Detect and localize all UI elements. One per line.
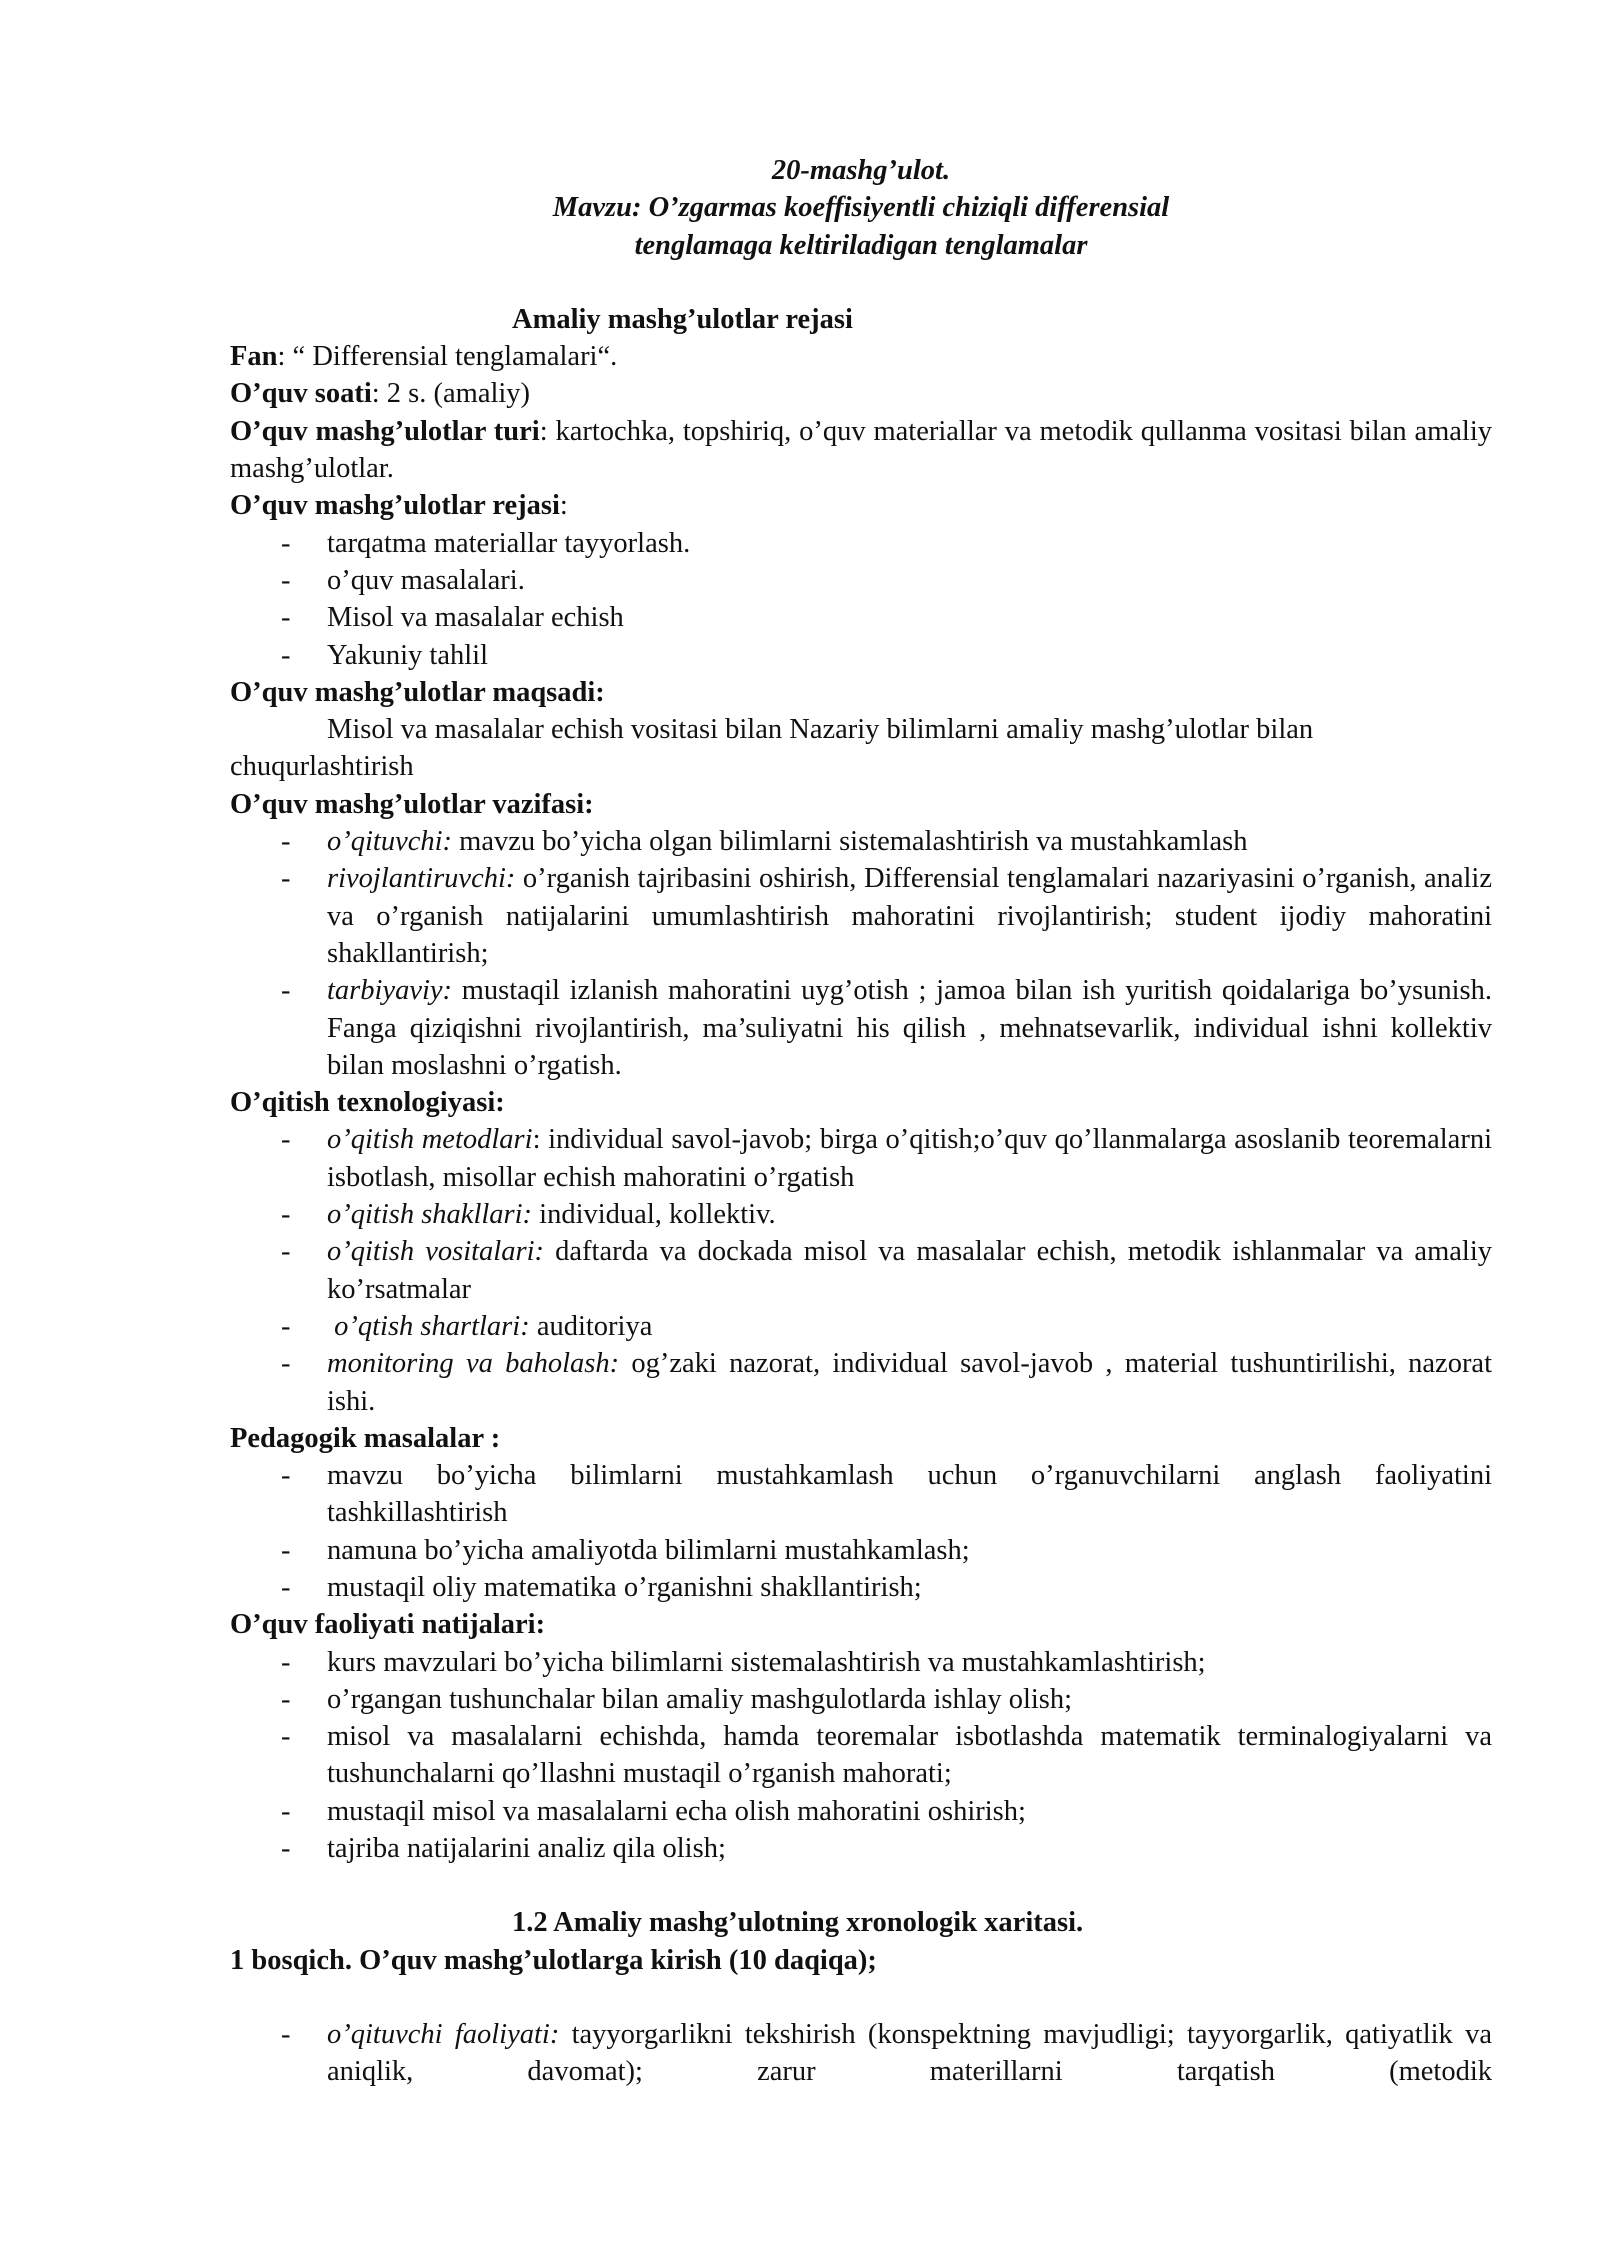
lesson-number: 20-mashg’ulot. <box>771 155 951 186</box>
list-item-text: kurs mavzulari bo’yicha bilimlarni sistemalashtirish va mustahkamlashtirish; <box>327 1646 1206 1678</box>
dash-marker: - <box>281 826 291 858</box>
list-item-text: mavzu bo’yicha olgan bilimlarni sistemalashtirish va mustahkamlash <box>452 826 1248 858</box>
dash-marker: - <box>281 2018 291 2050</box>
fan-label: Fan <box>230 341 278 373</box>
dash-marker: - <box>281 1571 291 1603</box>
vazifasi-list <box>230 823 1492 1084</box>
list-item-term: o’qtish shartlari: <box>327 1310 530 1342</box>
rejasi-label: O’quv mashg’ulotlar rejasi <box>230 490 560 522</box>
dash-marker: - <box>281 1646 291 1678</box>
turi-label: O’quv mashg’ulotlar turi <box>230 415 540 447</box>
dash-marker: - <box>281 1199 291 1231</box>
list-item-term: rivojlantiruvchi: <box>327 863 516 895</box>
list-item-text: tayyorgarlikni tekshirish (konspektning mavjudligi; tayyorgarlik, qatiyatlik va aniqlik, davomat); zarur materillarni tarqatish (metodik <box>327 2018 1492 2088</box>
lesson-topic-line-1: Mavzu: O’zgarmas koeffisiyentli chiziqli differensial <box>552 192 1170 224</box>
list-item <box>230 599 1492 636</box>
turi-row <box>230 413 1492 488</box>
dash-marker: - <box>281 1310 291 1342</box>
list-item-text: mustaqil oliy matematika o’rganishni shakllantirish; <box>327 1571 922 1603</box>
list-item <box>230 1793 1492 1830</box>
bosqich-heading: 1 bosqich. O’quv mashg’ulotlarga kirish (10 daqiqa); <box>230 1944 877 1976</box>
list-item <box>230 525 1492 562</box>
dash-marker: - <box>281 1348 291 1380</box>
list-item-term: o’qitish metodlari <box>327 1124 533 1156</box>
list-item-text: mavzu bo’yicha bilimlarni mustahkamlash uchun o’rganuvchilarni anglash faoliyatini tashkillashtirish <box>327 1460 1492 1529</box>
list-item-term: o’qitish vositalari: <box>327 1236 544 1268</box>
list-item <box>230 1569 1492 1606</box>
list-item-term: monitoring va baholash: <box>327 1348 620 1380</box>
list-item-term: o’qituvchi faoliyati: <box>327 2018 560 2050</box>
list-item-text: Yakuniy tahlil <box>327 639 488 671</box>
list-item-text: o’rgangan tushunchalar bilan amaliy mashgulotlarda ishlay olish; <box>327 1683 1073 1715</box>
dash-marker: - <box>281 639 291 671</box>
dash-marker: - <box>281 863 291 895</box>
lesson-topic-line-2: tenglamaga keltiriladigan tenglamalar <box>634 229 1088 261</box>
dash-marker: - <box>281 564 291 596</box>
dash-marker: - <box>281 527 291 559</box>
spacer <box>230 1979 1492 2016</box>
list-item <box>230 1121 1492 1196</box>
list-item-term: tarbiyaviy: <box>327 975 453 1007</box>
dash-marker: - <box>281 1833 291 1865</box>
list-item-text: auditoriya <box>529 1310 653 1342</box>
xarita-title: 1.2 Amaliy mashg’ulotning xronologik xaritasi. <box>512 1907 1084 1939</box>
list-item <box>230 1718 1492 1793</box>
dash-marker: - <box>281 1721 291 1753</box>
list-item-text: individual, kollektiv. <box>532 1199 776 1231</box>
vazifasi-heading: O’quv mashg’ulotlar vazifasi: <box>230 788 594 820</box>
list-item <box>230 637 1492 674</box>
maqsadi-text: Misol va masalalar echish vositasi bilan Nazariy bilimlarni amaliy mashg’ulotlar bilan chuqurlashtirish <box>230 714 1314 783</box>
list-item <box>230 1532 1492 1569</box>
list-item <box>230 2016 1492 2091</box>
dash-marker: - <box>281 1795 291 1827</box>
texnologiyasi-list <box>230 1121 1492 1419</box>
list-item <box>230 1830 1492 1867</box>
list-item-text: : individual savol-javob; birga o’qitish;o’quv qo’llanmalarga asoslanib teoremalarni isbotlash, misollar echish mahoratini o’rgatish <box>327 1124 1492 1193</box>
dash-marker: - <box>281 1683 291 1715</box>
list-item-text: mustaqil izlanish mahoratini uyg’otish ; jamoa bilan ish yuritish qoidalariga bo’ysunish. Fanga qiziqishni rivojlantirish, ma’suliyatni his qilish , mehnatsevarlik, individual ishni kollektiv bilan moslashni o’rgatish. <box>327 975 1492 1081</box>
spacer <box>230 1867 1492 1904</box>
list-item <box>230 1233 1492 1308</box>
natijalari-heading: O’quv faoliyati natijalari: <box>230 1609 546 1641</box>
rejasi-row <box>230 487 1492 524</box>
rejasi-colon: : <box>559 490 568 522</box>
list-item-text: misol va masalalarni echishda, hamda teoremalar isbotlashda matematik terminalogiyalarni va tushunchalarni qo’llashni mustaqil o’rganish mahorati; <box>327 1721 1492 1790</box>
dash-marker: - <box>281 1534 291 1566</box>
pedagogik-heading: Pedagogik masalalar : <box>230 1422 501 1454</box>
list-item-text: daftarda va dockada misol va masalalar echish, metodik ishlanmalar va amaliy ko’rsatmalar <box>327 1236 1492 1305</box>
turi-value: : kartochka, topshiriq, o’quv materiallar va metodik qullanma vositasi bilan amaliy mashg’ulotlar. <box>230 415 1492 485</box>
list-item-text: mustaqil misol va masalalarni echa olish mahoratini oshirish; <box>327 1795 1026 1827</box>
list-item-text: Misol va masalalar echish <box>327 602 624 634</box>
dash-marker: - <box>281 1460 291 1492</box>
list-item <box>230 562 1492 599</box>
soat-value: : 2 s. (amaliy) <box>371 378 531 410</box>
list-item-text: og’zaki nazorat, individual savol-javob , material tushuntirilishi, nazorat ishi. <box>327 1348 1492 1417</box>
list-item <box>230 1345 1492 1420</box>
fan-value: : “ Differensial tenglamalari“. <box>277 341 618 373</box>
lesson-header <box>230 152 1492 264</box>
document-body <box>230 152 1492 2091</box>
dash-marker: - <box>281 1236 291 1268</box>
list-item <box>230 1457 1492 1532</box>
texnologiyasi-heading: O’qitish texnologiyasi: <box>230 1087 505 1119</box>
list-item <box>230 1196 1492 1233</box>
plan-title: Amaliy mashg’ulotlar rejasi <box>512 303 853 335</box>
list-item <box>230 1681 1492 1718</box>
rejasi-list <box>230 525 1492 674</box>
maqsadi-heading: O’quv mashg’ulotlar maqsadi: <box>230 676 605 708</box>
list-item <box>230 972 1492 1084</box>
list-item-text: o’quv masalalari. <box>327 564 525 596</box>
soat-label: O’quv soati <box>230 378 372 410</box>
dash-marker: - <box>281 975 291 1007</box>
list-item <box>230 860 1492 972</box>
list-item-text: o’rganish tajribasini oshirish, Differensial tenglamalari nazariyasini o’rganish, analiz va o’rganish natijalarini umumlashtirish mahoratini rivojlantirish; student ijodiy mahoratini shakllantirish; <box>327 863 1492 969</box>
faoliyat-list <box>230 2016 1492 2091</box>
dash-marker: - <box>281 1124 291 1156</box>
list-item-term: o’qituvchi: <box>327 826 453 858</box>
list-item <box>230 1308 1492 1345</box>
pedagogik-list <box>230 1457 1492 1606</box>
soat-row <box>230 375 1492 412</box>
natijalari-list <box>230 1644 1492 1868</box>
list-item-term: o’qitish shakllari: <box>327 1199 533 1231</box>
list-item-text: tarqatma materiallar tayyorlash. <box>327 527 691 559</box>
fan-row <box>230 338 1492 375</box>
list-item-text: namuna bo’yicha amaliyotda bilimlarni mustahkamlash; <box>327 1534 970 1566</box>
dash-marker: - <box>281 602 291 634</box>
list-item-text: tajriba natijalarini analiz qila olish; <box>327 1833 726 1865</box>
list-item <box>230 1644 1492 1681</box>
list-item <box>230 823 1492 860</box>
